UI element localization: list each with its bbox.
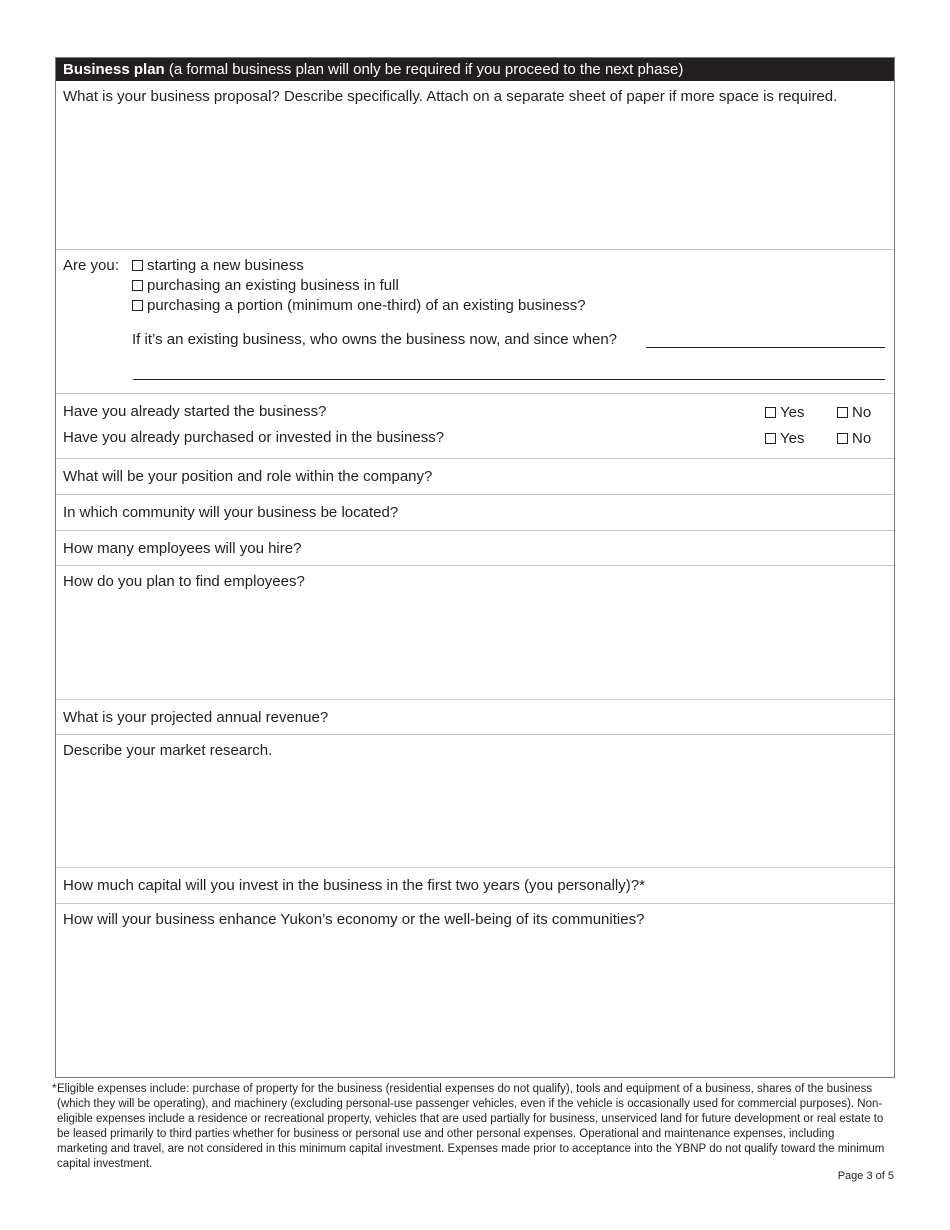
market-research-field[interactable] [56,735,894,868]
revenue-question: What is your projected annual revenue? [63,709,329,726]
started-no-label: No [852,404,872,421]
employees-question: How many employees will you hire? [63,540,302,557]
invested-no-label: No [852,430,872,447]
owner-question: If it’s an existing business, who owns the business now, and since when? [132,331,618,348]
page-number: Page 3 of 5 [837,1170,894,1182]
enhance-question: How will your business enhance Yukon’s economy or the well-being of its communities? [63,911,645,928]
section-title: Business plan [63,61,165,78]
market-research-question: Describe your market research. [63,742,273,759]
option-purchase-portion[interactable] [132,297,586,314]
option-new-business-label: starting a new business [147,257,304,274]
checkbox-purchase-portion[interactable] [132,300,143,311]
invested-question: Have you already purchased or invested in the business? [63,429,445,446]
invested-no[interactable] [837,430,871,447]
section-subtitle: (a formal business plan will only be required if you proceed to the next phase) [164,61,684,78]
business-type-section [56,250,894,394]
capital-field[interactable] [56,868,894,904]
find-employees-field[interactable] [56,566,894,700]
started-invested-section [56,394,894,459]
find-employees-question: How do you plan to find employees? [63,573,305,590]
proposal-field[interactable] [56,81,894,250]
started-no[interactable] [837,404,871,421]
checkbox-new-business[interactable] [132,260,143,271]
invested-yes-label: Yes [780,430,805,447]
footnote-marker: * [52,1083,57,1095]
footnote-text: Eligible expenses include: purchase of property for the business (residential expenses do not qualify), tools and equipment of a business, shares of the business (which they will be operating), and machinery (excluding personal-use passenger vehicles, even if the vehicle is occasionally used for commercial purposes). Non-eligible expenses include a residence or recreational property, vehicles that are used partially for business, unserviced land for future development or real estate to be leased primarily to third parties whether for business or personal use and other personal expenses. Operational and maintenance expenses, including marketing and travel, are not considered in this minimum capital investment. Expenses made prior to acceptance into the YBNP do not qualify toward the minimum capital investment. [57,1083,885,1170]
role-field[interactable] [56,459,894,495]
enhance-field[interactable] [56,904,894,1077]
employees-field[interactable] [56,531,894,566]
revenue-field[interactable] [56,700,894,735]
section-header [56,58,894,81]
started-yes-label: Yes [780,404,805,421]
role-question: What will be your position and role within the company? [63,468,433,485]
option-purchase-portion-label: purchasing a portion (minimum one-third) of an existing business? [147,297,586,314]
checkbox-invested-no[interactable] [837,433,848,444]
proposal-question: What is your business proposal? Describe specifically. Attach on a separate sheet of paper if more space is required. [63,88,838,105]
checkbox-invested-yes[interactable] [765,433,776,444]
checkbox-purchase-full[interactable] [132,280,143,291]
capital-question: How much capital will you invest in the business in the first two years (you personally)?* [63,877,645,894]
community-question: In which community will your business be located? [63,504,399,521]
owner-answer-line-1[interactable] [646,347,885,348]
checkbox-started-yes[interactable] [765,407,776,418]
business-plan-form [55,57,895,1078]
option-purchase-full-label: purchasing an existing business in full [147,277,399,294]
option-new-business[interactable] [132,257,304,274]
option-purchase-full[interactable] [132,277,399,294]
checkbox-started-no[interactable] [837,407,848,418]
started-yes[interactable] [765,404,804,421]
owner-answer-line-2[interactable] [133,379,885,380]
invested-yes[interactable] [765,430,804,447]
started-question: Have you already started the business? [63,403,327,420]
are-you-label: Are you: [63,257,119,274]
community-field[interactable] [56,495,894,531]
